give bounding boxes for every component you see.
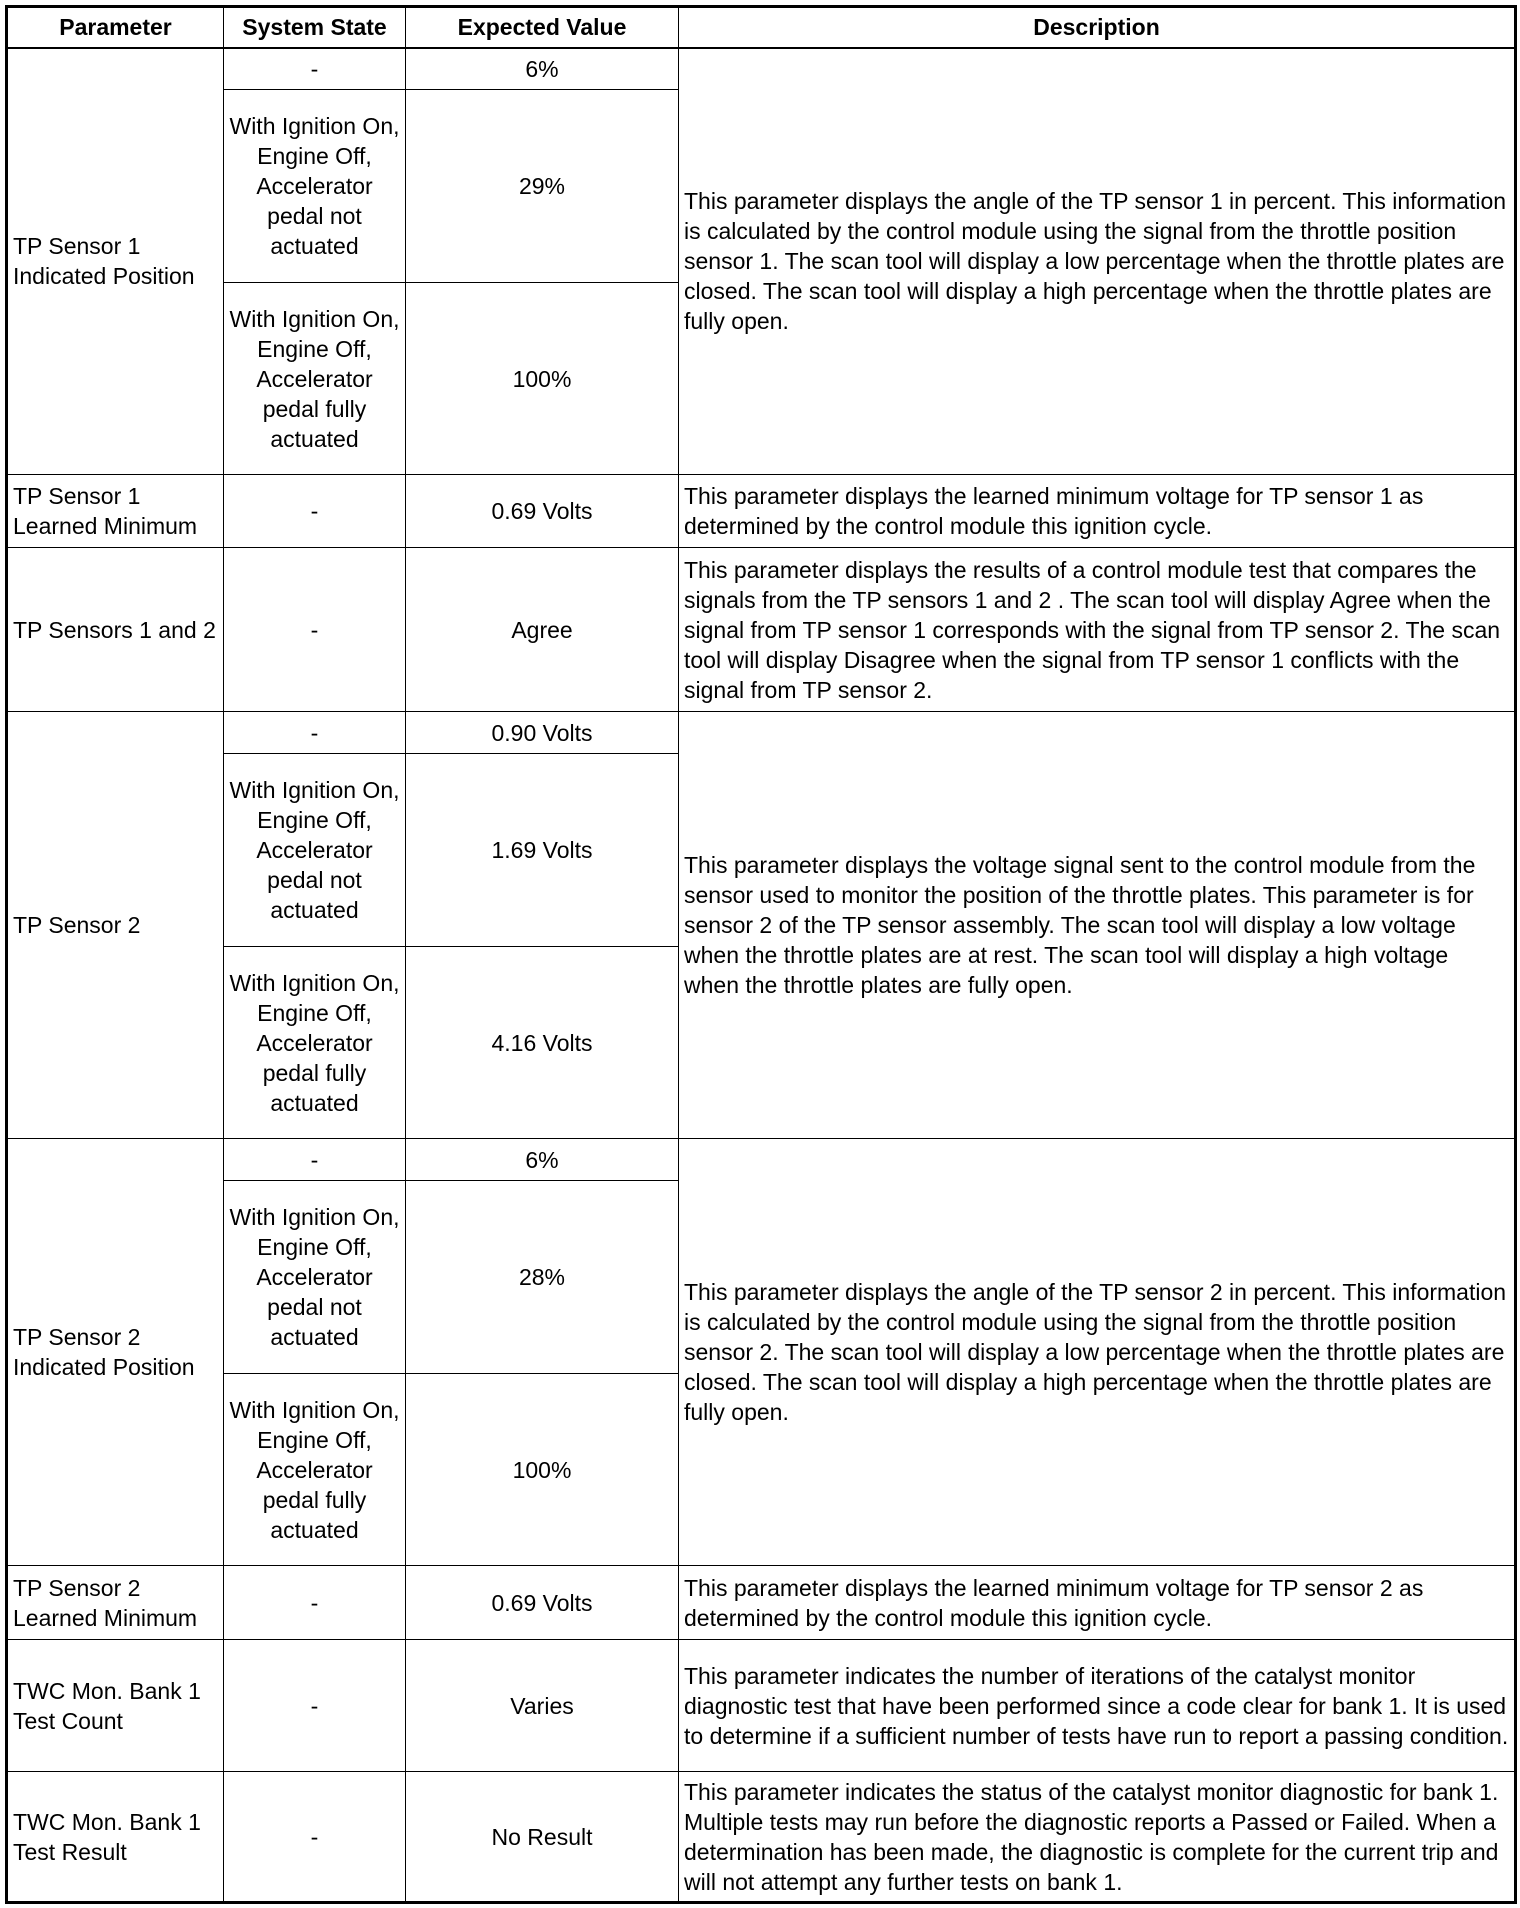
header-parameter: Parameter [7, 7, 224, 48]
parameter-cell: TWC Mon. Bank 1 Test Count [7, 1640, 224, 1772]
parameter-cell: TP Sensor 2 Indicated Position [7, 1139, 224, 1566]
description-cell: This parameter indicates the status of the catalyst monitor diagnostic for bank 1. Multiple tests may run before the diagnostic reports a Passed or Failed. When a determination has been made, the diagnostic is complete for the current trip and will not attempt any further tests on bank 1. [679, 1772, 1516, 1903]
expected-value-cell: 1.69 Volts [406, 754, 679, 947]
expected-value-cell: 100% [406, 1374, 679, 1566]
table-body [7, 48, 1516, 1903]
system-state-cell: With Ignition On, Engine Off, Accelerator pedal not actuated [224, 1181, 406, 1374]
table-row [7, 548, 1516, 712]
description-cell: This parameter displays the learned minimum voltage for TP sensor 2 as determined by the control module this ignition cycle. [679, 1566, 1516, 1640]
header-row [7, 7, 1516, 48]
parameter-cell: TP Sensor 1 Learned Minimum [7, 475, 224, 548]
parameter-cell: TP Sensors 1 and 2 [7, 548, 224, 712]
system-state-cell: - [224, 712, 406, 754]
expected-value-cell: 6% [406, 48, 679, 90]
system-state-cell: - [224, 1566, 406, 1640]
system-state-cell: With Ignition On, Engine Off, Accelerator pedal not actuated [224, 754, 406, 947]
parameter-cell: TP Sensor 2 [7, 712, 224, 1139]
expected-value-cell: 29% [406, 90, 679, 283]
table-row [7, 475, 1516, 548]
table-row [7, 1139, 1516, 1181]
expected-value-cell: 0.90 Volts [406, 712, 679, 754]
expected-value-cell: 0.69 Volts [406, 1566, 679, 1640]
description-cell: This parameter displays the angle of the TP sensor 1 in percent. This information is calculated by the control module using the signal from the throttle position sensor 1. The scan tool will display a low percentage when the throttle plates are closed. The scan tool will display a high percentage when the throttle plates are fully open. [679, 48, 1516, 475]
expected-value-cell: 28% [406, 1181, 679, 1374]
system-state-cell: With Ignition On, Engine Off, Accelerator pedal fully actuated [224, 1374, 406, 1566]
system-state-cell: With Ignition On, Engine Off, Accelerator pedal fully actuated [224, 947, 406, 1139]
header-system-state: System State [224, 7, 406, 48]
description-cell: This parameter displays the learned minimum voltage for TP sensor 1 as determined by the control module this ignition cycle. [679, 475, 1516, 548]
table-row [7, 1640, 1516, 1772]
table-row [7, 1566, 1516, 1640]
system-state-cell: - [224, 548, 406, 712]
table-row [7, 1772, 1516, 1903]
system-state-cell: - [224, 1640, 406, 1772]
expected-value-cell: 100% [406, 283, 679, 475]
description-cell: This parameter displays the angle of the TP sensor 2 in percent. This information is calculated by the control module using the signal from the throttle position sensor 2. The scan tool will display a low percentage when the throttle plates are closed. The scan tool will display a high percentage when the throttle plates are fully open. [679, 1139, 1516, 1566]
system-state-cell: - [224, 475, 406, 548]
description-cell: This parameter displays the voltage signal sent to the control module from the sensor used to monitor the position of the throttle plates. This parameter is for sensor 2 of the TP sensor assembly. The scan tool will display a low voltage when the throttle plates are at rest. The scan tool will display a high voltage when the throttle plates are fully open. [679, 712, 1516, 1139]
parameter-cell: TWC Mon. Bank 1 Test Result [7, 1772, 224, 1903]
header-expected-value: Expected Value [406, 7, 679, 48]
parameter-table [5, 5, 1517, 1904]
expected-value-cell: 0.69 Volts [406, 475, 679, 548]
description-cell: This parameter displays the results of a control module test that compares the signals from the TP sensors 1 and 2 . The scan tool will display Agree when the signal from TP sensor 1 corresponds with the signal from TP sensor 2. The scan tool will display Disagree when the signal from TP sensor 1 conflicts with the signal from TP sensor 2. [679, 548, 1516, 712]
parameter-cell: TP Sensor 1 Indicated Position [7, 48, 224, 475]
system-state-cell: - [224, 48, 406, 90]
system-state-cell: With Ignition On, Engine Off, Accelerator pedal fully actuated [224, 283, 406, 475]
system-state-cell: - [224, 1772, 406, 1903]
table-row [7, 48, 1516, 90]
system-state-cell: - [224, 1139, 406, 1181]
expected-value-cell: 6% [406, 1139, 679, 1181]
expected-value-cell: No Result [406, 1772, 679, 1903]
system-state-cell: With Ignition On, Engine Off, Accelerator pedal not actuated [224, 90, 406, 283]
expected-value-cell: 4.16 Volts [406, 947, 679, 1139]
parameter-cell: TP Sensor 2 Learned Minimum [7, 1566, 224, 1640]
expected-value-cell: Varies [406, 1640, 679, 1772]
expected-value-cell: Agree [406, 548, 679, 712]
description-cell: This parameter indicates the number of iterations of the catalyst monitor diagnostic test that have been performed since a code clear for bank 1. It is used to determine if a sufficient number of tests have run to report a passing condition. [679, 1640, 1516, 1772]
table-row [7, 712, 1516, 754]
header-description: Description [679, 7, 1516, 48]
